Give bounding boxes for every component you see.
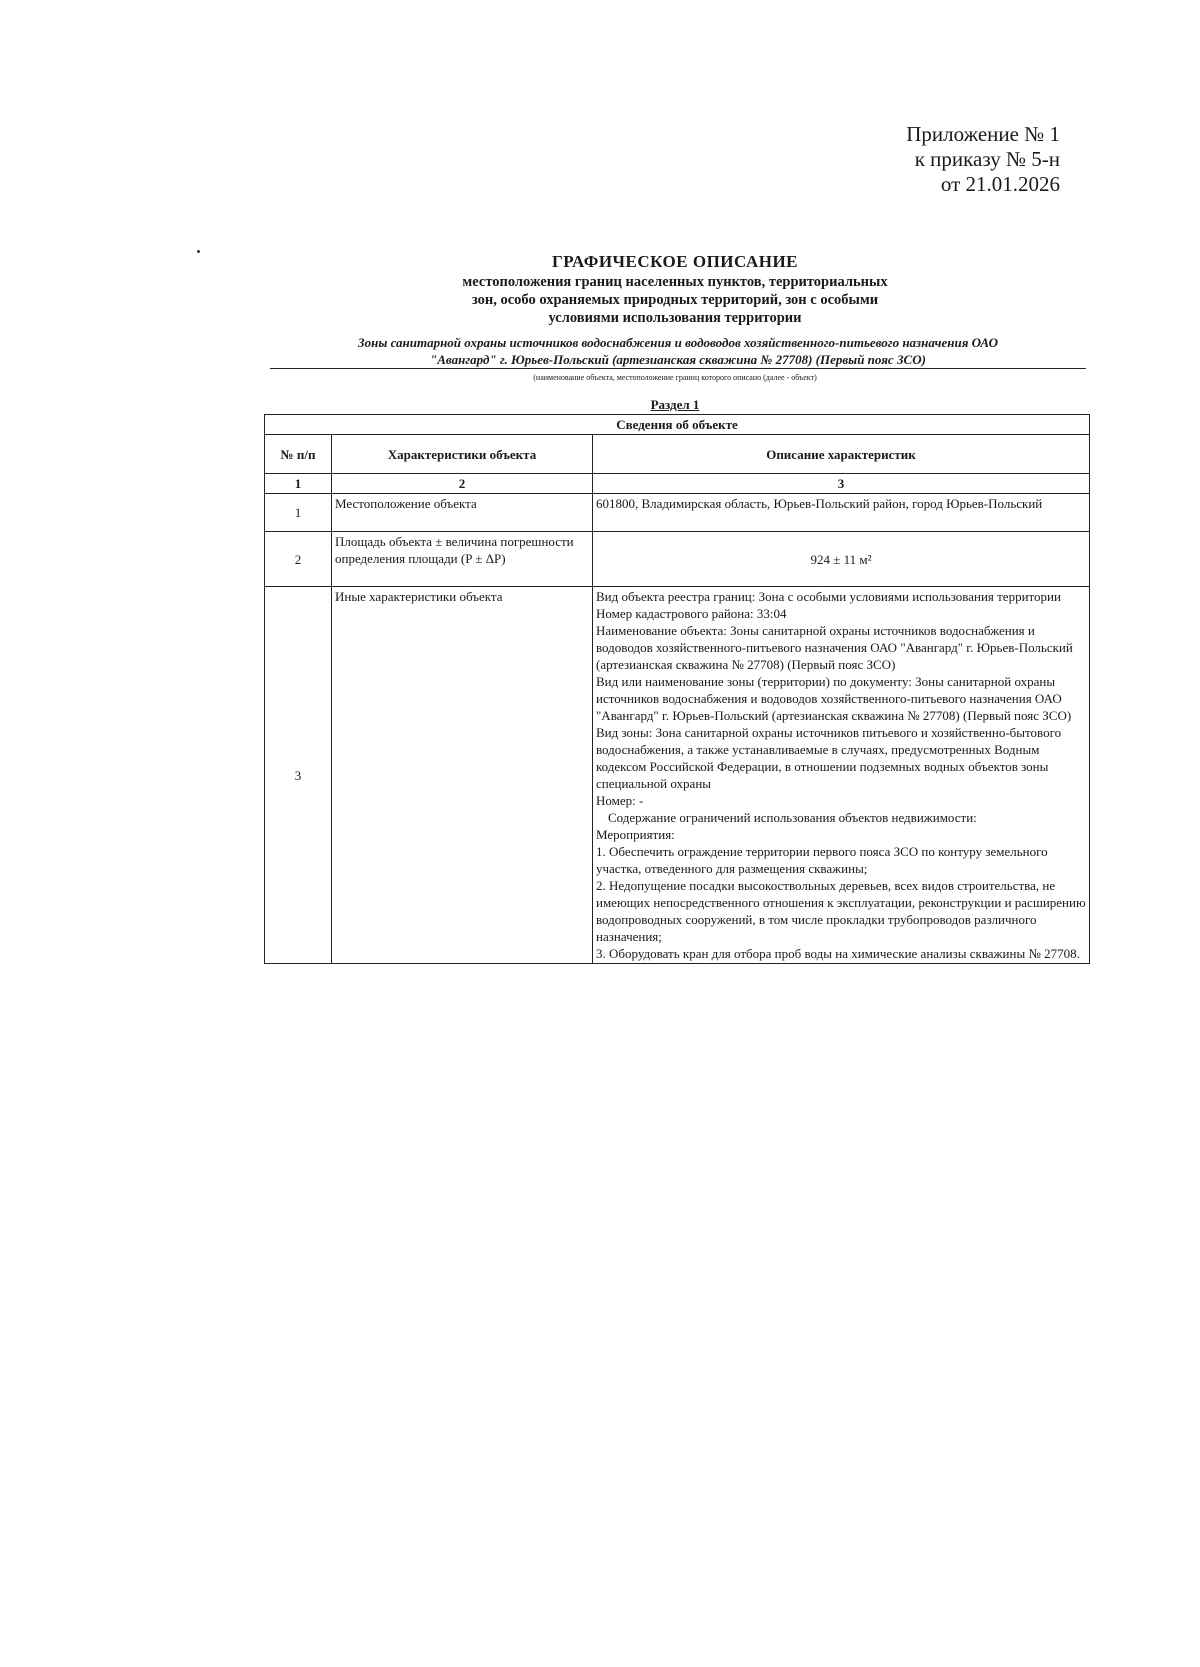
description-paragraph: Номер кадастрового района: 33:04 bbox=[596, 606, 787, 621]
description-paragraph: Вид или наименование зоны (территории) по документу: Зоны санитарной охраны источников водоснабжения и водоводов хозяйственного-питьевого назначения ОАО "Авангард" г. Юрьев-Польский (артезианская скважина № 27708) (Первый пояс ЗСО) bbox=[596, 674, 1072, 723]
table-title: Сведения об объекте bbox=[265, 415, 1090, 435]
row-characteristic: Иные характеристики объекта bbox=[332, 587, 593, 964]
object-name bbox=[268, 334, 1088, 368]
table-row bbox=[265, 532, 1090, 587]
table-row bbox=[265, 587, 1090, 964]
object-info-table bbox=[264, 414, 1090, 964]
document-subtitle bbox=[250, 273, 1100, 327]
document-title: ГРАФИЧЕСКОЕ ОПИСАНИЕ bbox=[551, 252, 799, 271]
column-number: 3 bbox=[593, 474, 1090, 494]
description-paragraph: 2. Недопущение посадки высокоствольных деревьев, всех видов строительства, не имеющих непосредственного отношения к эксплуатации, реконструкции и расширению водопроводных сооружений, в том числе прокладки трубопроводов различного назначения; bbox=[596, 878, 1086, 944]
description-paragraph: Наименование объекта: Зоны санитарной охраны источников водоснабжения и водоводов хозяйственного-питьевого назначения ОАО "Авангард" г. Юрьев-Польский (артезианская скважина № 27708) (Первый пояс ЗСО) bbox=[596, 623, 1073, 672]
row-number: 1 bbox=[265, 494, 332, 532]
row-number: 3 bbox=[265, 587, 332, 964]
description-paragraph: Номер: - bbox=[596, 793, 644, 808]
column-number: 1 bbox=[265, 474, 332, 494]
table-row bbox=[265, 494, 1090, 532]
row-characteristic: Местоположение объекта bbox=[332, 494, 593, 532]
underline bbox=[270, 368, 1086, 369]
description-paragraph: Вид объекта реестра границ: Зона с особыми условиями использования территории bbox=[596, 589, 1061, 604]
subtitle-line: условиями использования территории bbox=[548, 310, 802, 326]
description-paragraph: 3. Оборудовать кран для отбора проб воды на химические анализы скважины № 27708. bbox=[596, 946, 1080, 961]
column-header-characteristic: Характеристики объекта bbox=[332, 435, 593, 474]
column-number: 2 bbox=[332, 474, 593, 494]
column-header-num: № п/п bbox=[265, 435, 332, 474]
row-description: 924 ± 11 м² bbox=[593, 532, 1090, 587]
subtitle-line: зон, особо охраняемых природных территорий, зон с особыми bbox=[471, 292, 879, 308]
object-caption: (наименование объекта, местоположение границ которого описано (далее - объект) bbox=[533, 373, 817, 382]
column-header-description: Описание характеристик bbox=[593, 435, 1090, 474]
appendix-block bbox=[906, 122, 1060, 197]
appendix-date: от 21.01.2026 bbox=[940, 172, 1060, 196]
scan-speck bbox=[197, 250, 200, 253]
appendix-number: Приложение № 1 bbox=[906, 122, 1060, 146]
section-title bbox=[250, 397, 1100, 413]
table-header-row bbox=[265, 435, 1090, 474]
description-paragraph: Мероприятия: bbox=[596, 827, 675, 842]
table-title-row bbox=[265, 415, 1090, 435]
table-column-numbers-row bbox=[265, 474, 1090, 494]
object-name-line: Зоны санитарной охраны источников водоснабжения и водоводов хозяйственного-питьевого назначения ОАО bbox=[358, 335, 998, 350]
row-number: 2 bbox=[265, 532, 332, 587]
row-description bbox=[593, 587, 1090, 964]
description-paragraph: Содержание ограничений использования объектов недвижимости: bbox=[608, 810, 977, 825]
section-title-text: Раздел 1 bbox=[650, 397, 700, 412]
appendix-order: к приказу № 5-н bbox=[914, 147, 1060, 171]
subtitle-line: местоположения границ населенных пунктов, территориальных bbox=[462, 274, 888, 290]
description-paragraph: 1. Обеспечить ограждение территории первого пояса ЗСО по контуру земельного участка, отведенного для размещения скважины; bbox=[596, 844, 1048, 876]
row-description: 601800, Владимирская область, Юрьев-Польский район, город Юрьев-Польский bbox=[593, 494, 1090, 532]
row-characteristic: Площадь объекта ± величина погрешности определения площади (P ± ΔP) bbox=[332, 532, 593, 587]
object-name-line: "Авангард" г. Юрьев-Польский (артезианская скважина № 27708) (Первый пояс ЗСО) bbox=[430, 352, 926, 367]
description-paragraph: Вид зоны: Зона санитарной охраны источников питьевого и хозяйственно-бытового водоснабжения, а также устанавливаемые в случаях, предусмотренных Водным кодексом Российской Федерации, в отношении подземных водных объектов зоны специальной охраны bbox=[596, 725, 1062, 791]
